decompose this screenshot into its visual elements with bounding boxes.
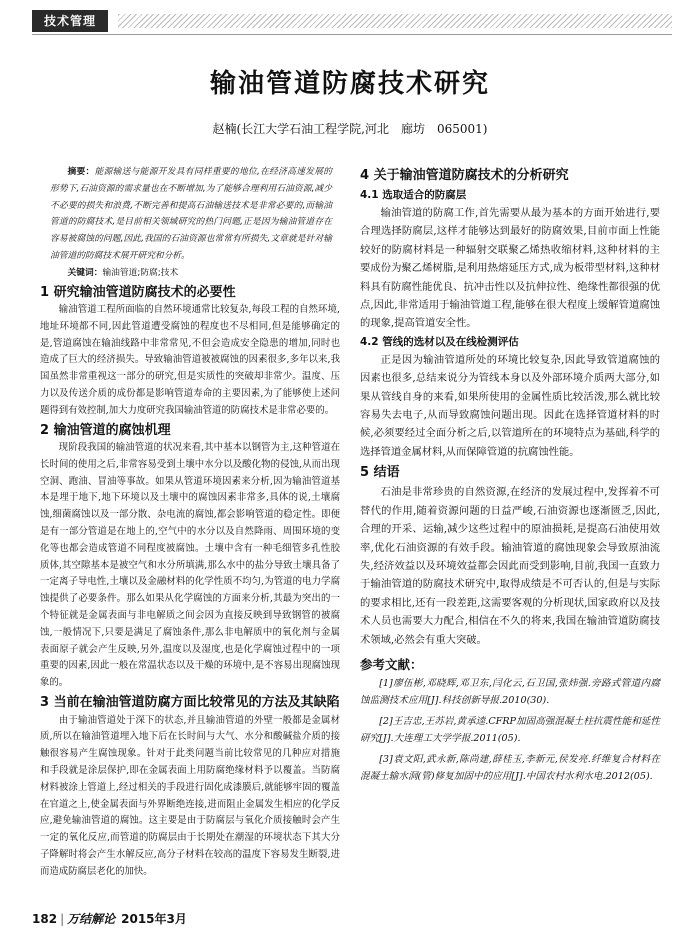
right-column	[360, 164, 660, 789]
section-4-2-heading: 4.2 管线的选材以及在线检测评估	[360, 335, 519, 348]
section-5-paragraph: 石油是非常珍贵的自然资源,在经济的发展过程中,发挥着不可替代的作用,随着资源问题的日益严峻,石油资源也逐渐匮乏,因此,合理的开采、运输,减少这些过程中的原油损耗,是提高石油使用效率,优化石油资源的有效手段。输油管道的腐蚀现象会导致原油流失,经济效益以及环境效益都会因此而受到影响,目前,我国一直致力于输油管道的防腐技术研究中,取得成绩是不可否认的,但是与实际的要求相比,还有一段差距,这需要客观的分析现状,国家政府以及技术人员也需要大力配合,相信在不久的将来,我国在输油管道防腐技术领域,必然会有重大突破。	[360, 486, 660, 646]
header-stripes	[118, 14, 672, 28]
section-1-heading: 1 研究输油管道防腐技术的必要性	[40, 284, 236, 300]
section-tab: 技术管理	[32, 10, 108, 32]
keywords-label: 关键词：	[67, 267, 103, 278]
abstract	[40, 164, 340, 265]
references-heading: 参考文献：	[360, 656, 423, 672]
reference-item: [1]廖伍彬,邓晓辉,邓卫东,闫化云,石卫国,张炜强.旁路式管道内腐蚀监测技术应用[J].科技创新导报.2010(30).	[360, 677, 660, 706]
section-4-heading: 4 关于输油管道防腐技术的分析研究	[360, 168, 569, 183]
left-column	[40, 164, 340, 880]
abstract-label: 摘要：	[67, 167, 95, 177]
section-1-paragraph: 输油管道工程所面临的自然环境通常比较复杂,每段工程的自然环境,地址环境都不同,因此管道遭受腐蚀的程度也不尽相同,但是能够确定的是,管道腐蚀在输油线路中非常常见,不但会造成安全隐患的增加,同时也造成了巨大的经济损失。导致输油管道被被腐蚀的因素很多,多年以来,我国虽然非常重视这一部分的研究,但是实质性的突破却非常少。温度、压力以及传送介质的成份都是影响管道寿命的主要因素,为了能够使上述问题得到有效控制,加大力度研究我国输油管道的防腐技术是非常必要的。	[40, 304, 340, 416]
section-5-heading: 5 结语	[360, 465, 400, 481]
page-footer	[32, 910, 187, 927]
page-number: 182	[32, 912, 58, 926]
section-4-1-paragraph: 输油管道的防腐工作,首先需要从最为基本的方面开始进行,要合理选择防腐层,这样才能够达到最好的防腐效果,目前市面上性能较好的防腐材料是一种辐射交联聚乙烯热收缩材料,这种材料的主要成份为聚乙烯树脂,是利用热熔延压方式,成为板带型材料,这种材料具有防腐性能优良、抗冲击性以及抗伸拉性、绝缘性都很强的优点,因此,非常适用于输油管道工程,能够在很大程度上缓解管道腐蚀的现象,提高管道安全性。	[360, 207, 660, 330]
footer-separator: |	[60, 912, 65, 926]
section-3-paragraph: 由于输油管道处于深下的状态,并且输油管道的外壁一般都是金属材质,所以在输油管道埋入地下后在长时间与大气、水分和酸碱盐介质的接触很容易产生腐蚀现象。针对于此类问题当前比较常见的几种应对措施和手段就是涂层保护,即在金属表面上用防腐绝缘材料予以覆盖。当防腐材料被涂上管道上,经过相关的手段进行固化成漆膜后,就能够牢固的覆盖在官道之上,使金属表面与外界断绝连接,进而阻止金属发生相应的化学反应,避免输油管道的腐蚀。这主要是由于防腐层与氧化介质接触时会产生一定的氧化反应,而管道的防腐层由于长期处在潮湿的环境状态下其大分子降解时将会产生水解反应,高分子材料在较高的温度下容易发生断裂,进而造成防腐层老化的加快。	[40, 714, 340, 877]
author-line: 赵楠(长江大学石油工程学院,河北 廊坊 065001)	[212, 122, 488, 136]
article-title: 输油管道防腐技术研究	[209, 69, 490, 99]
reference-item: [2]王吉忠,王苏岩,黄承逵.CFRP加固高强混凝土柱抗震性能和延性研究[J].大连理工大学学报.2011(05).	[360, 715, 660, 744]
keywords	[40, 265, 340, 282]
section-3-heading: 3 当前在输油管道防腐方面比较常见的方法及其缺陷	[40, 695, 340, 711]
keywords-text: 输油管道;防腐;技术	[102, 267, 179, 278]
section-2-heading: 2 输油管道的腐蚀机理	[40, 422, 171, 438]
section-2-paragraph: 现阶段我国的输油管道的状况来看,其中基本以钢管为主,这种管道在长时间的使用之后,非常容易受到土壤中水分以及酸化物的侵蚀,从而出现空洞、跑油、冒油等事故。如果从管道环境因素来分析,因为输油管道基本是埋于地下,地下环境以及土壤中的腐蚀因素非常多,具体的说,土壤腐蚀,细菌腐蚀以及一部分散、杂电流的腐蚀,都会影响管道的稳定性。即便是有一部分管道是在地上的,空气中的水分以及自然降雨、周围环境的变化等也都会造成管道不同程度被腐蚀。土壤中含有一种毛细管多孔性胶质体,其空隙基本是被空气和水分所填满,那么水中的盐分导致土壤具备了一定离子导电性,土壤以及金融材料的化学性质不均匀,为管道的电力学腐蚀提供了必要条件。那么如果从化学腐蚀的方面来分析,其最为突出的一个特征就是金属表面与非电解质之间会因为直接反映到导致钢管的被腐蚀,一般情况下,只要是满足了腐蚀条件,那么非电解质中的氧化剂与金属表面原子就会产生反映,另外,温度以及湿度,也是化学腐蚀过程中的一项重要的因素,因此一般在常温状态以及干燥的环境中,是不容易出现腐蚀现象的。	[40, 442, 340, 689]
magazine-name: 万结解论	[67, 912, 116, 926]
section-4-1-heading: 4.1 选取适合的防腐层	[360, 189, 467, 201]
header-bar	[32, 10, 672, 38]
header-rule	[32, 34, 672, 35]
reference-item: [3]袁文阳,武永新,陈尚建,薛桂玉,李新元,侯发亮.纤维复合材料在混凝土输水洞(管)修复加固中的应用[J].中国农村水利水电.2012(05).	[360, 753, 660, 782]
issue-date: 2015年3月	[121, 912, 187, 926]
section-4-2-paragraph: 正是因为输油管道所处的环境比较复杂,因此导致管道腐蚀的因素也很多,总结来说分为管线本身以及外部环境介质两大部分,如果从管线自身的来看,如果所使用的金属性质比较活泼,那么就比较容易失去电子,从而导致腐蚀问题出现。因此在选择管道材料的时候,必须要经过全面分析之后,以管道所在的环境特点为基础,科学的选择管道金属材料,从而保障管道的抗腐蚀性能。	[360, 353, 660, 458]
abstract-text: 能源输送与能源开发具有同样重要的地位,在经济高速发展的形势下,石油资源的需求量也在不断增加,为了能够合理利用石油资源,减少不必要的损失和浪费,不断完善和提高石油输送技术是非常必要的,而输油管道的防腐技术,是目前相关领域研究的热门问题,正是因为输油管道存在容易被腐蚀的问题,因此,我国的石油资源也常常有所损失,文章就是针对输油管道的防腐技术展开研究和分析。	[50, 167, 332, 261]
